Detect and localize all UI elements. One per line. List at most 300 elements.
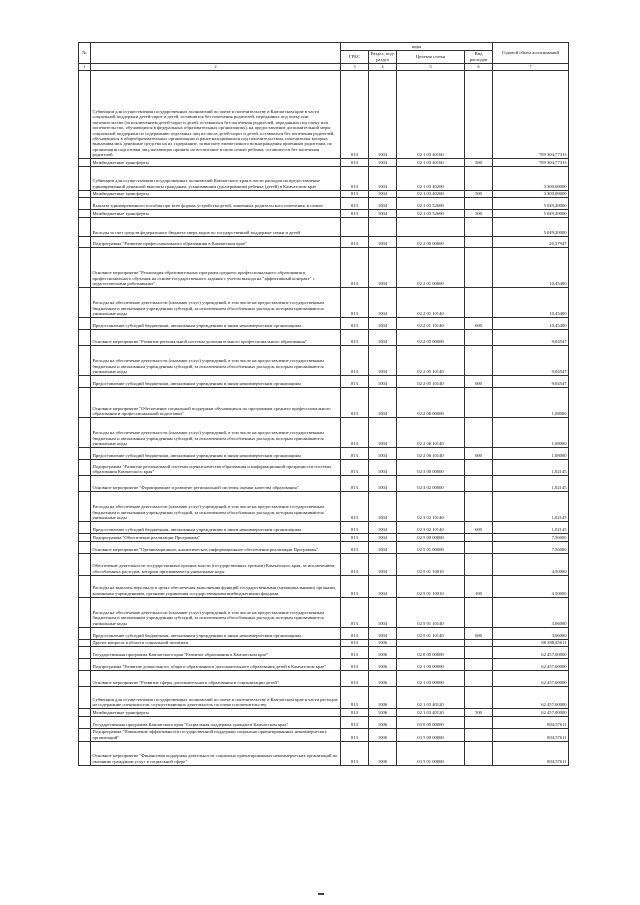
row-number-cell [79, 491, 91, 521]
row-number-cell [79, 597, 91, 627]
row-amount-cell: 10,45400 [493, 317, 569, 329]
row-grbs-cell: 813 [341, 387, 369, 417]
table-row [79, 387, 569, 417]
row-expense-type-cell [465, 728, 493, 741]
row-expense-type-cell [465, 687, 493, 709]
column-index: 3 [341, 63, 369, 71]
row-target-article-cell: 02 2 05 10140 [397, 375, 465, 387]
row-name-cell: Предоставление субсидий бюджетным, автономным учреждениям и иным некоммерческим организациям [91, 447, 341, 459]
row-expense-type-cell: 500 [465, 159, 493, 167]
row-grbs-cell: 813 [341, 475, 369, 491]
row-number-cell [79, 417, 91, 447]
row-section-cell: 1006 [369, 639, 397, 647]
row-amount-cell: 62 457,00000 [493, 671, 569, 687]
row-target-article-cell [397, 639, 465, 647]
table-row [79, 575, 569, 597]
row-name-cell: Основное мероприятие "Обеспечение социальной поддержки обучающихся по программам среднего профессионального образования и профессиональной подготовки" [91, 387, 341, 417]
header-name [91, 43, 341, 64]
row-section-cell: 1004 [369, 210, 397, 218]
row-number-cell [79, 541, 91, 553]
row-number-cell [79, 236, 91, 247]
row-grbs-cell: 813 [341, 317, 369, 329]
row-amount-cell: 5 049,20000 [493, 198, 569, 210]
table-row [79, 375, 569, 387]
row-number-cell [79, 159, 91, 167]
row-section-cell: 1006 [369, 728, 397, 741]
table-row [79, 71, 569, 159]
row-target-article-cell: 02 3 00 00000 [397, 459, 465, 475]
row-section-cell: 1004 [369, 491, 397, 521]
row-target-article-cell: 02 5 00 00000 [397, 533, 465, 541]
row-grbs-cell: 813 [341, 329, 369, 345]
row-amount-cell: 789 304,77313 [493, 71, 569, 159]
row-number-cell [79, 521, 91, 533]
row-amount-cell: 5 049,20000 [493, 217, 569, 236]
table-row [79, 287, 569, 317]
table-row [79, 709, 569, 717]
row-number-cell [79, 716, 91, 728]
row-amount-cell: 5 049,20000 [493, 210, 569, 218]
row-target-article-cell: 02 1 03 00000 [397, 671, 465, 687]
row-name-cell: Расходы на обеспечение деятельности (оказание услуг) учреждений, в том числе на предоставление государственным бюджетным и автономным учреждениям субсидий, за исключением обособленных расходов, которым присваиваются уникальные коды [91, 345, 341, 375]
row-expense-type-cell: 500 [465, 709, 493, 717]
row-name-cell: Основное мероприятие "Формирование и развитие региональной системы оценки качества образования" [91, 475, 341, 491]
row-expense-type-cell [465, 417, 493, 447]
row-expense-type-cell [465, 716, 493, 728]
row-amount-cell: 1,02145 [493, 475, 569, 491]
table-row [79, 716, 569, 728]
column-index: 4 [369, 63, 397, 71]
column-index: 2 [91, 63, 341, 71]
row-amount-cell: 62 457,00000 [493, 659, 569, 671]
row-target-article-cell: 02 1 03 40120 [397, 687, 465, 709]
row-grbs-cell: 813 [341, 159, 369, 167]
row-grbs-cell: 813 [341, 345, 369, 375]
row-section-cell: 1004 [369, 575, 397, 597]
row-amount-cell: 804,57611 [493, 728, 569, 741]
row-amount-cell: 1,02145 [493, 459, 569, 475]
row-name-cell: Расходы на выплаты персоналу в целях обеспечения выполнения функций государственными (муниципальными) органами, казенными учреждениями, органами управления государственными внебюджетными фондами [91, 575, 341, 597]
row-target-article-cell: 02 2 06 00000 [397, 387, 465, 417]
row-grbs-cell: 813 [341, 553, 369, 575]
row-grbs-cell: 813 [341, 447, 369, 459]
row-amount-cell: 804,57611 [493, 716, 569, 728]
row-name-cell: Подпрограмма "Развитие дошкольного, общего образования и дополнительного образования детей в Камчатском крае" [91, 659, 341, 671]
row-expense-type-cell: 600 [465, 375, 493, 387]
row-grbs-cell: 813 [341, 597, 369, 627]
row-number-cell [79, 475, 91, 491]
row-expense-type-cell [465, 329, 493, 345]
table-row [79, 166, 569, 190]
table-row [79, 345, 569, 375]
row-section-cell: 1004 [369, 375, 397, 387]
row-target-article-cell: 02 2 05 00000 [397, 329, 465, 345]
row-name-cell: Предоставление субсидий бюджетным, автономным учреждениям и иным некоммерческим организациям [91, 317, 341, 329]
table-row [79, 659, 569, 671]
row-name-cell: Предоставление субсидий бюджетным, автономным учреждениям и иным некоммерческим организациям [91, 375, 341, 387]
row-target-article-cell: 02 5 01 00000 [397, 541, 465, 553]
table-row [79, 541, 569, 553]
column-index: 5 [397, 63, 465, 71]
row-number-cell [79, 659, 91, 671]
row-number-cell [79, 217, 91, 236]
row-target-article-cell: 02 2 06 10140 [397, 447, 465, 459]
row-expense-type-cell [465, 647, 493, 659]
table-row [79, 553, 569, 575]
row-number-cell [79, 447, 91, 459]
row-amount-cell: 1,08000 [493, 387, 569, 417]
row-number-cell [79, 533, 91, 541]
row-expense-type-cell: 100 [465, 575, 493, 597]
row-amount-cell: 4,50000 [493, 575, 569, 597]
row-number-cell [79, 287, 91, 317]
row-name-cell: Основное мероприятие "Развитие сферы дополнительного образования и социализации детей" [91, 671, 341, 687]
row-section-cell [369, 217, 397, 236]
row-number-cell [79, 627, 91, 639]
row-section-cell: 1006 [369, 647, 397, 659]
budget-table [78, 42, 569, 766]
row-target-article-cell: 02 2 00 00000 [397, 236, 465, 247]
table-row [79, 521, 569, 533]
row-number-cell [79, 329, 91, 345]
row-target-article-cell: 02 1 03 40160 [397, 71, 465, 159]
row-section-cell: 1004 [369, 236, 397, 247]
header-expense-type: Вид расходов [465, 50, 493, 63]
row-expense-type-cell [465, 541, 493, 553]
row-expense-type-cell [465, 287, 493, 317]
row-number-cell [79, 709, 91, 717]
row-section-cell: 1004 [369, 521, 397, 533]
row-target-article-cell: 02 2 01 10140 [397, 317, 465, 329]
table-row [79, 627, 569, 639]
row-number-cell [79, 190, 91, 198]
row-name-cell: Расходы на обеспечение деятельности (оказание услуг) учреждений, в том числе на предоставление государственным бюджетным и автономным учреждениям субсидий, за исключением обособленных расходов, которым присваиваются уникальные коды [91, 491, 341, 521]
row-expense-type-cell [465, 475, 493, 491]
row-number-cell [79, 198, 91, 210]
table-row [79, 647, 569, 659]
row-expense-type-cell [465, 597, 493, 627]
row-grbs-cell: 813 [341, 166, 369, 190]
row-name-cell: Субвенции для осуществления государственных полномочий по опеке и попечительству в Камчатском крае в части социальной поддержки детей-сирот и детей, оставшихся без попечения родителей, переданных под опеку или попечительство (за исключением детей-сирот и детей, оставшихся без попечения родителей, переданных под опеку или попечительство, обучающихся в федеральных образовательных организациях), на предоставление дополнительной меры социальной поддержки по содержанию отдельных лиц из числа детей-сирот и детей, оставшихся без попечения родителей, обучающихся в общеобразовательных организациях и ранее находившихся под попечительством, попечителям которых выплачивались денежные средства на их содержание, за выплату ежемесячного вознаграждения приемным родителям, по организации подготовки лиц, желающих принять на воспитание в свою семью ребенка, оставшегося без попечения родителей [91, 71, 341, 159]
table-row [79, 417, 569, 447]
row-amount-cell: 1,08000 [493, 447, 569, 459]
row-number-cell [79, 639, 91, 647]
row-name-cell: Субвенции для осуществления государственных полномочий Камчатского края в части расходов на предоставление единовременной денежной выплаты гражданам, усыновившим (удочерившим) ребенка (детей) в Камчатском крае [91, 166, 341, 190]
row-expense-type-cell [465, 198, 493, 210]
table-body [79, 71, 569, 766]
row-amount-cell: 1,08000 [493, 417, 569, 447]
page-footer-mark [318, 893, 324, 895]
row-number-cell [79, 247, 91, 287]
row-grbs-cell: 813 [341, 647, 369, 659]
header-number: № [79, 43, 91, 64]
row-expense-type-cell [465, 741, 493, 765]
row-name-cell: Основное мероприятие "Финансовая поддержка деятельности социально ориентированных некоммерческих организаций по оказанию гражданам услуг в социальной сфере" [91, 741, 341, 765]
row-amount-cell: 88 388,45611 [493, 639, 569, 647]
row-number-cell [79, 728, 91, 741]
row-target-article-cell [397, 217, 465, 236]
row-expense-type-cell [465, 217, 493, 236]
row-expense-type-cell [465, 491, 493, 521]
row-amount-cell: 20,57947 [493, 236, 569, 247]
row-target-article-cell: 02 1 03 52600 [397, 198, 465, 210]
row-amount-cell: 62 457,00000 [493, 687, 569, 709]
row-target-article-cell: 02 1 03 40200 [397, 190, 465, 198]
row-section-cell: 1004 [369, 553, 397, 575]
row-section-cell: 1006 [369, 687, 397, 709]
row-name-cell: Расходы на обеспечение деятельности (оказание услуг) учреждений, в том числе на предоставление государственным бюджетным и автономным учреждениям субсидий, за исключением обособленных расходов, которым присваиваются уникальные коды [91, 287, 341, 317]
column-index: 7 [493, 63, 569, 71]
row-name-cell: Государственная программа Камчатского края "Социальная поддержка граждан в Камчатском крае" [91, 716, 341, 728]
row-grbs-cell: 813 [341, 247, 369, 287]
row-target-article-cell: 02 3 02 10140 [397, 491, 465, 521]
row-target-article-cell: 03 0 00 00000 [397, 716, 465, 728]
header-target-article: Целевая статья [397, 50, 465, 63]
table-row [79, 533, 569, 541]
row-section-cell: 1004 [369, 190, 397, 198]
row-name-cell: Расходы на обеспечение деятельности (оказание услуг) учреждений, в том числе на предоставление государственным бюджетным и автономным учреждениям субсидий, за исключением обособленных расходов, которым присваиваются уникальные коды [91, 597, 341, 627]
row-number-cell [79, 317, 91, 329]
row-expense-type-cell [465, 459, 493, 475]
row-name-cell: Основное мероприятие "Развитие региональной системы дополнительного профессионального образования" [91, 329, 341, 345]
row-name-cell: Подпрограмма "Развитие профессионального образования в Камчатском крае" [91, 236, 341, 247]
row-amount-cell: 804,57611 [493, 741, 569, 765]
table-row [79, 236, 569, 247]
row-grbs-cell: 813 [341, 741, 369, 765]
table-row [79, 459, 569, 475]
table-row [79, 317, 569, 329]
row-section-cell: 1006 [369, 709, 397, 717]
row-expense-type-cell [465, 659, 493, 671]
row-number-cell [79, 387, 91, 417]
row-section-cell: 1004 [369, 541, 397, 553]
row-name-cell: Государственная программа Камчатского края "Развитие образования в Камчатском крае" [91, 647, 341, 659]
row-name-cell: Предоставление субсидий бюджетным, автономным учреждениям и иным некоммерческим организациям [91, 627, 341, 639]
row-number-cell [79, 647, 91, 659]
row-expense-type-cell: 500 [465, 190, 493, 198]
row-grbs-cell: 813 [341, 639, 369, 647]
row-section-cell: 1004 [369, 71, 397, 159]
row-amount-cell: 7,56000 [493, 533, 569, 541]
row-name-cell: Обеспечение деятельности государственных органов власти (государственных органов) Камчатского края, за исключением обособленных расходов, которым присваиваются уникальные коды [91, 553, 341, 575]
row-target-article-cell: 02 2 01 00000 [397, 247, 465, 287]
row-grbs-cell: 813 [341, 716, 369, 728]
row-amount-cell: 4,50000 [493, 553, 569, 575]
row-target-article-cell: 03 5 01 00000 [397, 741, 465, 765]
table-row [79, 247, 569, 287]
row-target-article-cell: 03 5 00 00000 [397, 728, 465, 741]
row-grbs-cell: 813 [341, 627, 369, 639]
row-target-article-cell: 02 3 02 10140 [397, 521, 465, 533]
column-index-row [79, 63, 569, 71]
row-grbs-cell: 813 [341, 687, 369, 709]
row-expense-type-cell [465, 387, 493, 417]
row-grbs-cell: 813 [341, 210, 369, 218]
row-name-cell: Подпрограмма "Повышение эффективности государственной поддержки социально ориентированных некоммерческих организаций" [91, 728, 341, 741]
row-grbs-cell: 813 [341, 491, 369, 521]
row-expense-type-cell [465, 236, 493, 247]
row-target-article-cell: 02 0 00 00000 [397, 647, 465, 659]
row-name-cell: Другие вопросы в области социальной политики [91, 639, 341, 647]
row-amount-cell: 9,04547 [493, 375, 569, 387]
row-target-article-cell: 02 5 01 10010 [397, 575, 465, 597]
row-amount-cell: 62 457,00000 [493, 647, 569, 659]
row-number-cell [79, 166, 91, 190]
row-section-cell: 1006 [369, 741, 397, 765]
row-target-article-cell: 02 2 01 10140 [397, 287, 465, 317]
table-row [79, 491, 569, 521]
row-name-cell: Расходы на обеспечение деятельности (оказание услуг) учреждений, в том числе на предоставление государственным бюджетным и автономным учреждениям субсидий, за исключением обособленных расходов, которым присваиваются уникальные коды [91, 417, 341, 447]
row-amount-cell: 3 300,00000 [493, 190, 569, 198]
row-section-cell: 1006 [369, 659, 397, 671]
row-grbs-cell: 813 [341, 236, 369, 247]
row-target-article-cell: 02 3 02 00000 [397, 475, 465, 491]
row-expense-type-cell [465, 247, 493, 287]
row-number-cell [79, 345, 91, 375]
row-name-cell: Расходы за счет средств федерального бюджета сверх кодов по государственной поддержке семьи и детей [91, 217, 341, 236]
row-target-article-cell: 02 5 01 10140 [397, 597, 465, 627]
row-grbs-cell: 813 [341, 533, 369, 541]
row-grbs-cell: 813 [341, 575, 369, 597]
row-name-cell: Межбюджетные трансферты [91, 210, 341, 218]
table-row [79, 741, 569, 765]
header-section: Раздел, под-раздел [369, 50, 397, 63]
table-row [79, 159, 569, 167]
row-amount-cell: 7,56000 [493, 541, 569, 553]
row-expense-type-cell [465, 553, 493, 575]
row-amount-cell: 3,06000 [493, 597, 569, 627]
row-grbs-cell: 813 [341, 541, 369, 553]
table-row [79, 671, 569, 687]
row-name-cell: Межбюджетные трансферты [91, 159, 341, 167]
row-name-cell: Подпрограмма "Развитие региональной системы оценки качества образования и информационной прозрачности системы образования Камчатского края" [91, 459, 341, 475]
row-number-cell [79, 459, 91, 475]
row-target-article-cell: 02 1 00 00000 [397, 659, 465, 671]
row-grbs-cell: 813 [341, 728, 369, 741]
row-number-cell [79, 575, 91, 597]
row-number-cell [79, 553, 91, 575]
table-row [79, 217, 569, 236]
row-name-cell: Межбюджетные трансферты [91, 709, 341, 717]
row-section-cell: 1004 [369, 287, 397, 317]
table-row [79, 190, 569, 198]
row-section-cell: 1004 [369, 627, 397, 639]
table-row [79, 198, 569, 210]
row-target-article-cell: 02 2 05 10140 [397, 345, 465, 375]
row-amount-cell: 3 300,00000 [493, 166, 569, 190]
row-name-cell: Субвенции для осуществления государственных полномочий по опеке и попечительству в Камчатском крае в части расходов на содержание специалистов, осуществляющих деятельность по опеке и попечительству [91, 687, 341, 709]
row-section-cell: 1004 [369, 317, 397, 329]
row-section-cell: 1004 [369, 475, 397, 491]
row-section-cell: 1004 [369, 417, 397, 447]
row-expense-type-cell: 500 [465, 210, 493, 218]
table-header-row [79, 43, 569, 51]
row-grbs-cell: 813 [341, 287, 369, 317]
row-expense-type-cell: 600 [465, 317, 493, 329]
table-row [79, 447, 569, 459]
row-expense-type-cell: 600 [465, 447, 493, 459]
row-section-cell: 1006 [369, 716, 397, 728]
row-target-article-cell: 02 1 03 40160 [397, 159, 465, 167]
column-index: 1 [79, 63, 91, 71]
row-target-article-cell: 02 5 01 10010 [397, 553, 465, 575]
row-expense-type-cell: 600 [465, 627, 493, 639]
row-target-article-cell: 02 5 01 10140 [397, 627, 465, 639]
table-row [79, 687, 569, 709]
row-amount-cell: 10,45400 [493, 247, 569, 287]
row-grbs-cell: 813 [341, 659, 369, 671]
row-section-cell: 1004 [369, 159, 397, 167]
row-target-article-cell: 02 1 03 40120 [397, 709, 465, 717]
row-section-cell: 1004 [369, 198, 397, 210]
row-amount-cell: 789 304,77313 [493, 159, 569, 167]
row-number-cell [79, 210, 91, 218]
row-section-cell: 1006 [369, 671, 397, 687]
table-row [79, 597, 569, 627]
row-expense-type-cell [465, 671, 493, 687]
table-row [79, 728, 569, 741]
row-grbs-cell: 813 [341, 71, 369, 159]
row-amount-cell: 3,06000 [493, 627, 569, 639]
table-row [79, 475, 569, 491]
header-annual-amount: Годовой объем ассигнований [493, 43, 569, 64]
row-section-cell: 1004 [369, 597, 397, 627]
row-name-cell: Основное мероприятие "Организационное, аналитическое, информационное обеспечение реализации Программы" [91, 541, 341, 553]
row-target-article-cell: 02 1 03 40200 [397, 166, 465, 190]
row-amount-cell: 9,04547 [493, 329, 569, 345]
table-row [79, 210, 569, 218]
row-section-cell: 1004 [369, 533, 397, 541]
row-name-cell: Предоставление субсидий бюджетным, автономным учреждениям и иным некоммерческим организациям [91, 521, 341, 533]
row-section-cell: 1004 [369, 459, 397, 475]
row-section-cell: 1004 [369, 247, 397, 287]
row-name-cell: Межбюджетные трансферты [91, 190, 341, 198]
row-name-cell: Выплата единовременного пособия при всех формах устройства детей, лишенных родительского попечения, в семью [91, 198, 341, 210]
row-number-cell [79, 71, 91, 159]
row-number-cell [79, 375, 91, 387]
header-codes-group: коды [341, 43, 493, 51]
row-number-cell [79, 671, 91, 687]
row-expense-type-cell: 600 [465, 521, 493, 533]
row-expense-type-cell [465, 166, 493, 190]
row-grbs-cell [341, 217, 369, 236]
column-index: 6 [465, 63, 493, 71]
header-grbs: ГРБС [341, 50, 369, 63]
row-section-cell: 1004 [369, 345, 397, 375]
row-amount-cell: 10,45400 [493, 287, 569, 317]
row-expense-type-cell [465, 71, 493, 159]
row-amount-cell: 62 457,00000 [493, 709, 569, 717]
row-amount-cell: 1,02145 [493, 491, 569, 521]
row-grbs-cell: 813 [341, 709, 369, 717]
row-section-cell: 1004 [369, 329, 397, 345]
row-grbs-cell: 813 [341, 198, 369, 210]
table-row [79, 639, 569, 647]
row-number-cell [79, 687, 91, 709]
row-target-article-cell: 02 2 06 10140 [397, 417, 465, 447]
row-grbs-cell: 813 [341, 521, 369, 533]
row-expense-type-cell [465, 345, 493, 375]
row-grbs-cell: 813 [341, 459, 369, 475]
row-section-cell: 1004 [369, 447, 397, 459]
row-expense-type-cell [465, 639, 493, 647]
row-section-cell: 1004 [369, 387, 397, 417]
row-number-cell [79, 741, 91, 765]
row-name-cell: Основное мероприятие "Реализация образовательных программ среднего профессионального образования и профессионального обучения на основе государственного задания с учетом выхода на "эффективный контракт" с педагогическими работниками" [91, 247, 341, 287]
row-amount-cell: 9,04547 [493, 345, 569, 375]
row-grbs-cell: 813 [341, 671, 369, 687]
row-amount-cell: 1,02145 [493, 521, 569, 533]
